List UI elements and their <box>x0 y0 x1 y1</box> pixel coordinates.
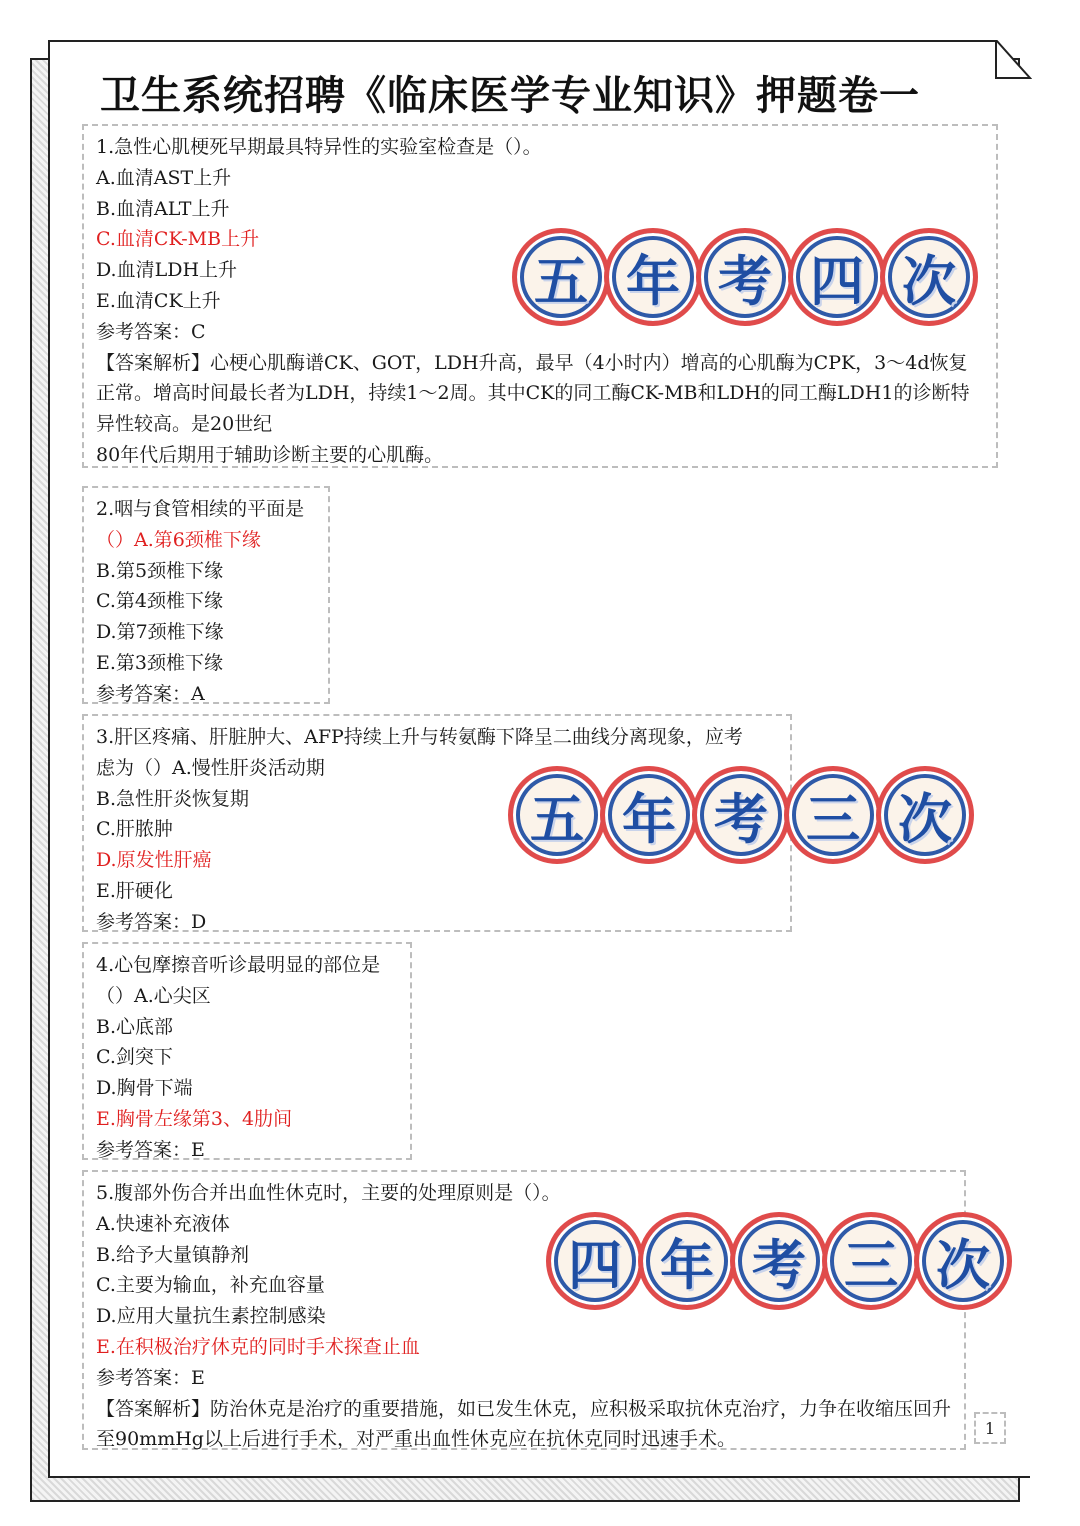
frequency-stamp-q1 <box>512 228 972 326</box>
option-e: E.第3颈椎下缘 <box>96 651 223 674</box>
question-stem: 5.腹部外伤合并出血性休克时，主要的处理原则是（）。 <box>96 1182 561 1204</box>
answer-analysis: 【答案解析】心梗心肌酶谱CK、GOT，LDH升高，最早（4小时内）增高的心肌酶为CPK，3～4d恢复正常。增高时间最长者为LDH，持续1～2周。其中CK的同工酶CK-MB和LDH的同工酶LDH1的诊断特异性较高。是20世纪 <box>96 351 970 436</box>
option-a: A.血清AST上升 <box>96 166 232 189</box>
question-2 <box>82 486 330 704</box>
page-title: 卫生系统招聘《临床医学专业知识》押题卷一 <box>100 73 920 119</box>
stamp-char: 四 <box>546 1212 644 1310</box>
option-e: E.血清CK上升 <box>96 289 221 312</box>
option-a: A.快速补充液体 <box>96 1212 230 1235</box>
option-e-correct: E.胸骨左缘第3、4肋间 <box>96 1107 293 1130</box>
stamp-char: 次 <box>880 228 978 326</box>
option-d: D.血清LDH上升 <box>96 259 238 282</box>
stamp-char: 五 <box>512 228 610 326</box>
option-a-correct: （）A.第6颈椎下缘 <box>96 528 261 551</box>
option-d: D.胸骨下端 <box>96 1077 193 1100</box>
answer-analysis: 【答案解析】防治休克是治疗的重要措施，如已发生休克，应积极采取抗休克治疗，力争在收缩压回升至90mmHg以上后进行手术，对严重出血性休克应在抗休克同时迅速手术。 <box>96 1397 952 1451</box>
question-stem: 4.心包摩擦音听诊最明显的部位是 <box>96 954 381 976</box>
option-c: C.主要为输血，补充血容量 <box>96 1274 325 1297</box>
frequency-stamp-q3 <box>508 766 968 864</box>
option-d: D.第7颈椎下缘 <box>96 621 224 644</box>
reference-answer: 参考答案：E <box>96 1366 205 1389</box>
question-4 <box>82 942 412 1160</box>
option-c: C.剑突下 <box>96 1046 173 1069</box>
reference-answer: 参考答案：E <box>96 1138 205 1161</box>
stamp-char: 五 <box>508 766 606 864</box>
answer-analysis-end: 80年代后期用于辅助诊断主要的心肌酶。 <box>96 443 444 466</box>
option-b: B.急性肝炎恢复期 <box>96 787 250 810</box>
question-stem: 2.咽与食管相续的平面是 <box>96 498 305 520</box>
stamp-char: 年 <box>600 766 698 864</box>
question-stem: 3.肝区疼痛、肝脏肿大、AFP持续上升与转氨酶下降呈二曲线分离现象，应考 <box>96 726 743 748</box>
option-b: B.给予大量镇静剂 <box>96 1243 250 1266</box>
option-e-correct: E.在积极治疗休克的同时手术探查止血 <box>96 1335 420 1358</box>
stamp-char: 四 <box>788 228 886 326</box>
option-d-correct: D.原发性肝癌 <box>96 849 212 872</box>
option-a: 虑为（）A.慢性肝炎活动期 <box>96 756 325 779</box>
stamp-char: 考 <box>730 1212 828 1310</box>
frequency-stamp-q5 <box>546 1212 1006 1310</box>
stamp-char: 三 <box>822 1212 920 1310</box>
stamp-char: 年 <box>604 228 702 326</box>
option-b: B.第5颈椎下缘 <box>96 559 224 582</box>
stamp-char: 年 <box>638 1212 736 1310</box>
option-c-correct: C.血清CK-MB上升 <box>96 228 260 251</box>
reference-answer: 参考答案：A <box>96 682 205 705</box>
option-e: E.肝硬化 <box>96 879 173 902</box>
stamp-char: 考 <box>696 228 794 326</box>
option-a: （）A.心尖区 <box>96 984 211 1007</box>
page-number: 1 <box>974 1412 1006 1444</box>
option-d: D.应用大量抗生素控制感染 <box>96 1305 326 1328</box>
stamp-char: 次 <box>914 1212 1012 1310</box>
stamp-char: 三 <box>784 766 882 864</box>
reference-answer: 参考答案：D <box>96 910 207 933</box>
option-b: B.心底部 <box>96 1015 174 1038</box>
option-b: B.血清ALT上升 <box>96 197 230 220</box>
question-stem: 1.急性心肌梗死早期最具特异性的实验室检查是（）。 <box>96 136 542 158</box>
option-c: C.肝脓肿 <box>96 818 173 841</box>
option-c: C.第4颈椎下缘 <box>96 590 223 613</box>
stamp-char: 考 <box>692 766 790 864</box>
reference-answer: 参考答案：C <box>96 320 206 343</box>
stamp-char: 次 <box>876 766 974 864</box>
